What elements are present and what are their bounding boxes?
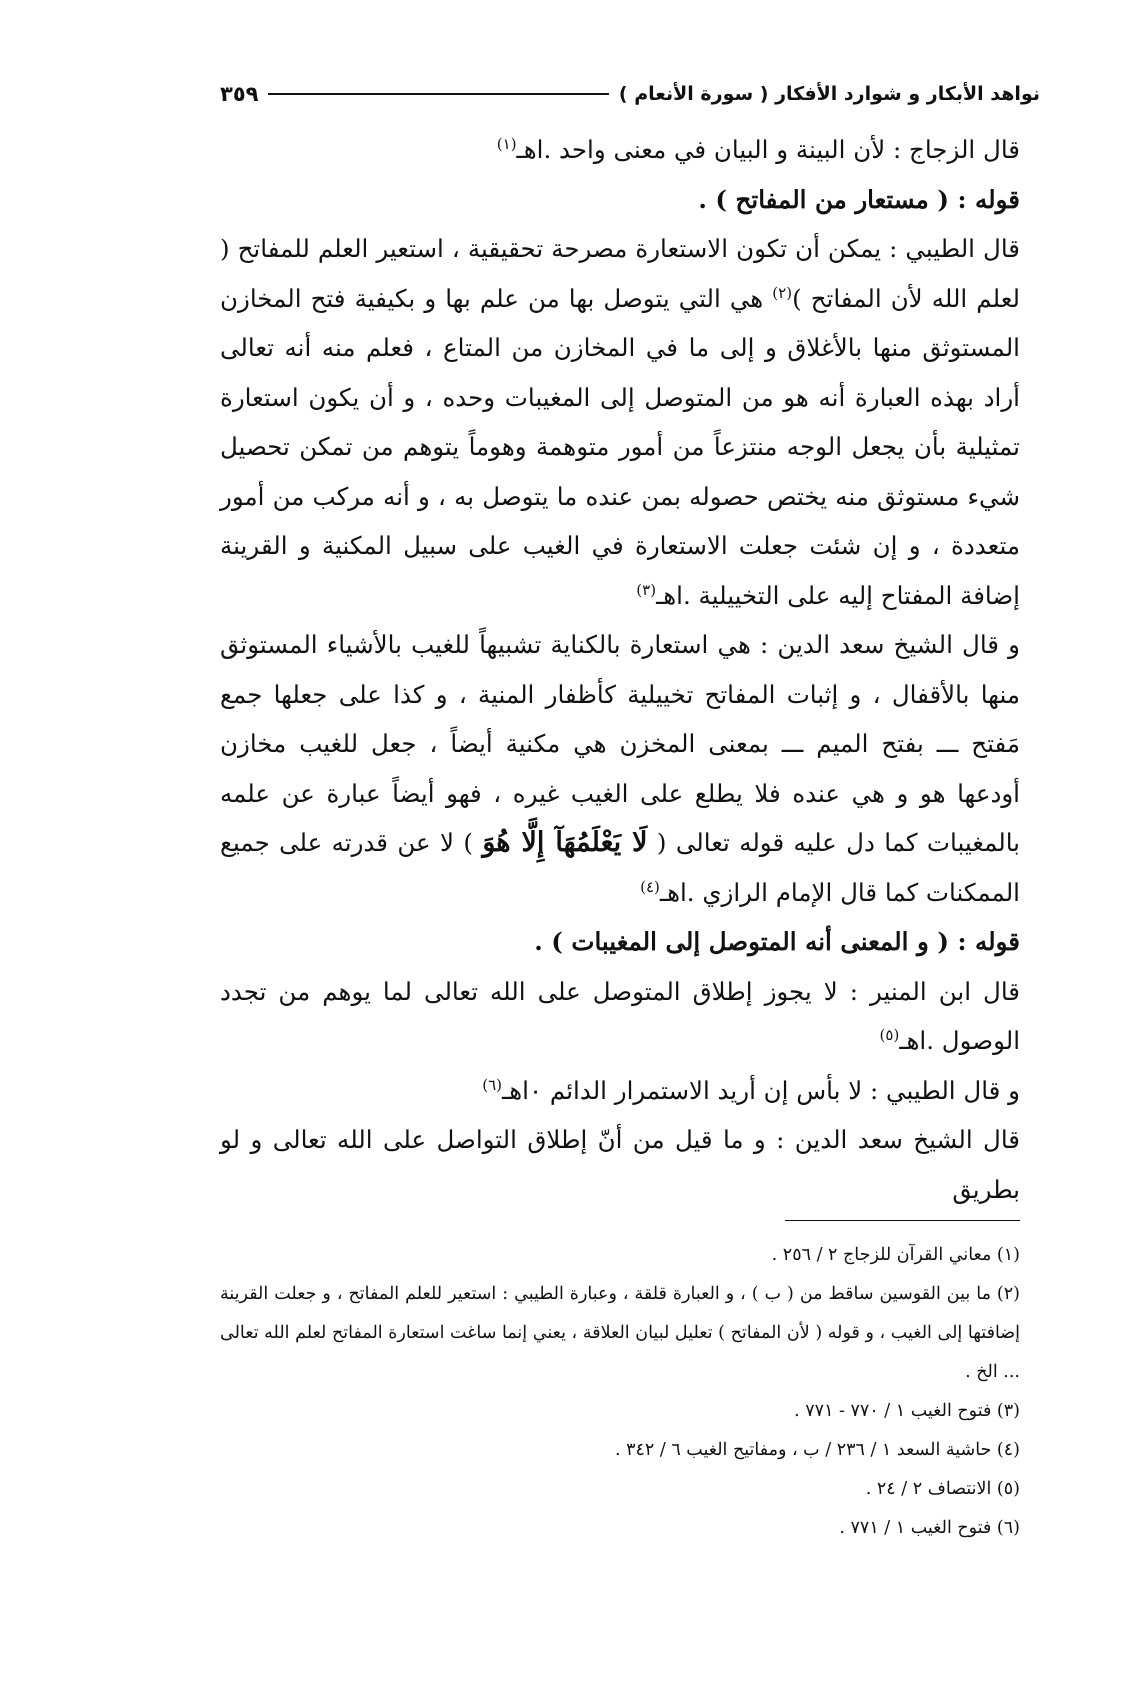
paragraph-saad-2 — [220, 1115, 1020, 1214]
footnote-divider — [785, 1220, 1020, 1221]
main-text — [220, 125, 1020, 1214]
paragraph-tibi — [220, 224, 1020, 620]
quran-quote: لَا يَعْلَمُهَآ إِلَّا هُوَ — [482, 827, 648, 858]
section-heading: قوله : ( مستعار من المفاتح ) . — [698, 184, 1020, 214]
footnote-ref: (٤) — [640, 877, 660, 896]
paragraph-text: قال الطيبي : يمكن أن تكون الاستعارة مصرحة تحقيقية ، استعير العلم للمفاتح ( لعلم الله لأن المفاتح ) — [220, 234, 1021, 313]
paragraph-text: قال ابن المنير : لا يجوز إطلاق المتوصل على الله تعالى لما يوهم من تجدد الوصول .اهـ — [220, 976, 1020, 1055]
footnote-ref: (٥) — [879, 1025, 900, 1044]
paragraph-zajjaj — [220, 125, 1020, 175]
paragraph-saad — [220, 620, 1020, 917]
footnote-item: (٣) فتوح الغيب ١ / ٧٧٠ - ٧٧١ . — [794, 1401, 1020, 1421]
paragraph-ibn-munir — [220, 967, 1020, 1066]
footnote-item: (١) معاني القرآن للزجاج ٢ / ٢٥٦ . — [771, 1245, 1020, 1265]
footnote-ref: (١) — [496, 134, 517, 153]
footnote-ref: (٢) — [772, 283, 793, 302]
page-number: ٣٥٩ — [220, 82, 259, 106]
paragraph-text: قال الشيخ سعد الدين : و ما قيل من أنّ إطلاق التواصل على الله تعالى و لو بطريق — [220, 1125, 1020, 1204]
header-rule — [268, 93, 608, 95]
paragraph-text: ) لا عن قدرته على جميع الممكنات كما قال الإمام الرازي .اهـ — [220, 828, 1020, 907]
footnotes — [220, 1236, 1020, 1548]
footnote-item: (٦) فتوح الغيب ١ / ٧٧١ . — [839, 1518, 1020, 1538]
section-heading: قوله : ( و المعنى أنه المتوصل إلى المغيبات ) . — [534, 927, 1020, 956]
paragraph-text: و قال الشيخ سعد الدين : هي استعارة بالكناية تشبيهاً للغيب بالأشياء المستوثق منها بالأقفال ، و إثبات المفاتح تخييلية كأظفار المنية ، و كذا على جعلها جمع مَفتح ـــ بفتح الميم ـــ بمعنى المخزن هي مكنية أيضاً ، جعل للغيب مخازن أودعها هو و هي عنده فلا يطلع على الغيب غيره ، فهو أيضاً عبارة عن علمه بالمغيبات كما دل عليه قوله تعالى ( — [220, 630, 1020, 857]
footnote-ref: (٣) — [636, 580, 657, 599]
paragraph-tibi-2 — [220, 1066, 1020, 1116]
paragraph-text: قال الزجاج : لأن البينة و البيان في معنى واحد .اهـ — [516, 135, 1020, 164]
footnote-item: (٤) حاشية السعد ١ / ٢٣٦ / ب ، ومفاتيح الغيب ٦ / ٣٤٢ . — [614, 1440, 1020, 1460]
paragraph-text: و قال الطيبي : لا بأس إن أريد الاستمرار الدائم ٠اهـ — [502, 1075, 1020, 1105]
footnote-item: (٢) ما بين القوسين ساقط من ( ب ) ، و العبارة قلقة ، وعبارة الطيبي : استعير للعلم المفاتح ، و جعلت القرينة إضافتها إلى الغيب ، و قوله ( لأن المفاتح ) تعليل لبيان العلاقة ، يعني إنما ساغت استعارة المفاتح لعلم الله تعالى ... الخ . — [220, 1284, 1020, 1382]
footnote-ref: (٦) — [482, 1075, 503, 1094]
running-header — [220, 74, 1040, 114]
paragraph-text: هي التي يتوصل بها من علم بها و بكيفية فتح المخازن المستوثق منها بالأغلاق و إلى ما في المخازن من المتاع ، فعلم منه أنه تعالى أراد بهذه العبارة أنه هو من المتوصل إلى المغيبات وحده ، و أن يكون استعارة تمثيلية بأن يجعل الوجه منتزعاً من أمور متوهمة وهوماً يتوهم من تمكن تحصيل شيء مستوثق منه يختص حصوله بمن عنده ما يتوصل به ، و أنه مركب من أمور متعددة ، و إن شئت جعلت الاستعارة في الغيب على سبيل المكنية و القرينة إضافة المفتاح إليه على التخييلية .اهـ — [220, 283, 1020, 610]
header-title: نواهد الأبكار و شوارد الأفكار ( سورة الأنعام ) — [618, 83, 1040, 105]
footnote-item: (٥) الانتصاف ٢ / ٢٤ . — [865, 1479, 1020, 1499]
